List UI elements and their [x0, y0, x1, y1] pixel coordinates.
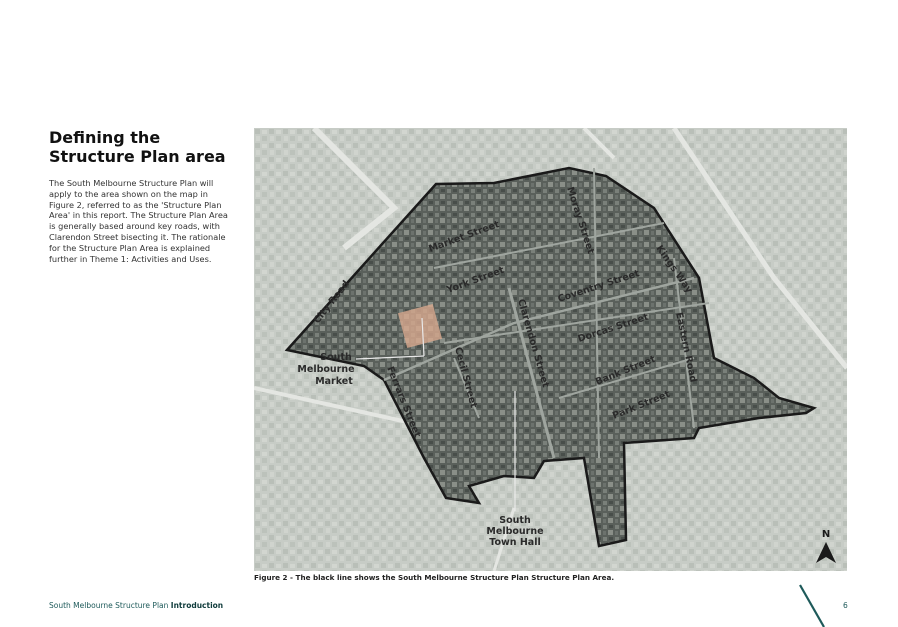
decorative-accent-line	[799, 584, 829, 627]
street-label-ferrars: Ferrars Street	[384, 365, 423, 440]
street-label-market: Market Street	[427, 219, 501, 255]
street-label-coventry: Coventry Street	[556, 268, 641, 305]
street-label-eastern-road: Eastern Road	[673, 311, 699, 384]
north-label: N	[821, 529, 831, 540]
poi-label-townhall: South	[499, 515, 531, 526]
street-label-city-road: City Road	[311, 278, 352, 326]
street-label-clarendon: Clarendon Street	[515, 297, 551, 389]
section-body-text: The South Melbourne Structure Plan will apply to the area shown on the map in Figure 2, referred to as the 'Structure Plan Area' in this report. The Structure Plan Area is generally based around key roads, with Clarendon Street bisecting it. The rationale for the Structure Plan Area is explained further in Theme 1: Activities and Uses.	[49, 178, 228, 264]
street-label-bank: Bank Street	[594, 353, 658, 388]
footer-doc-title	[49, 601, 223, 610]
street-label-york: York Street	[445, 264, 506, 296]
street-label-cecil: Cecil Street	[452, 345, 479, 410]
page-number: 6	[843, 601, 848, 610]
poi-label-market: Melbourne	[297, 364, 355, 375]
footer-section-name: Introduction	[170, 601, 224, 610]
poi-label-market: Market	[315, 376, 353, 387]
street-label-kings-way: Kings Way	[653, 243, 695, 296]
poi-label-townhall: Town Hall	[489, 537, 541, 548]
street-label-park: Park Street	[611, 388, 672, 422]
structure-plan-map	[254, 128, 847, 571]
map-svg	[254, 128, 847, 571]
street-label-dorcas: Dorcas Street	[576, 311, 650, 345]
footer-doc-name: South Melbourne Structure Plan	[49, 601, 169, 610]
street-label-moray: Moray Street	[564, 185, 597, 256]
figure-caption: Figure 2 - The black line shows the South Melbourne Structure Plan Structure Plan Area.	[254, 573, 615, 582]
poi-label-townhall: Melbourne	[486, 526, 544, 537]
poi-label-market: South	[320, 352, 352, 363]
section-heading: Defining the Structure Plan area	[49, 128, 226, 166]
